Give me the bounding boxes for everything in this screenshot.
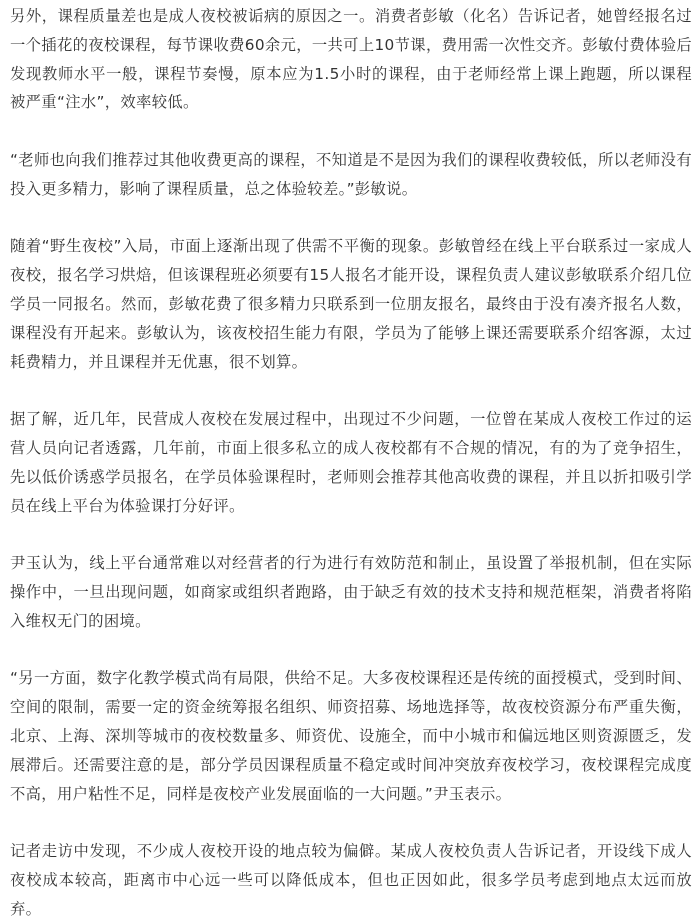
- paragraph-private-school-issues: 据了解，近几年，民营成人夜校在发展过程中，出现过不少问题，一位曾在某成人夜校工作过的运营人员向记者透露，几年前，市面上很多私立的成人夜校都有不合规的情况，有的为了竞争招生，先以低价诱惑学员报名，在学员体验课程时，老师则会推荐其他高收费的课程，并且以折扣吸引学员在线上平台为体验课打分好评。: [10, 410, 692, 515]
- paragraph-supply-demand: 随着“野生夜校”入局，市面上逐渐出现了供需不平衡的现象。彭敏曾经在线上平台联系过一家成人夜校，报名学习烘焙，但该课程班必须要有15人报名才能开设，课程负责人建议彭敏联系介绍几位学员一同报名。然而，彭敏花费了很多精力只联系到一位朋友报名，最终由于没有凑齐报名人数，课程没有开起来。彭敏认为，该夜校招生能力有限，学员为了能够上课还需要联系介绍客源，太过耗费精力，并且课程并无优惠，很不划算。: [10, 237, 692, 371]
- paragraph-quote-yin-yu: “另一方面，数字化教学模式尚有局限，供给不足。大多夜校课程还是传统的面授模式，受到时间、空间的限制，需要一定的资金统筹报名组织、师资招募、场地选择等，故夜校资源分布严重失衡，北京、上海、深圳等城市的夜校数量多、师资优、设施全，而中小城市和偏远地区则资源匮乏，发展滞后。还需要注意的是，部分学员因课程质量不稳定或时间冲突放弃夜校学习，夜校课程完成度不高，用户粘性不足，同样是夜校产业发展面临的一大问题。”尹玉表示。: [10, 669, 692, 803]
- paragraph-platform-regulation: 尹玉认为，线上平台通常难以对经营者的行为进行有效防范和制止，虽设置了举报机制，但在实际操作中，一旦出现问题，如商家或组织者跑路，由于缺乏有效的技术支持和规范框架，消费者将陷入维权无门的困境。: [10, 554, 692, 630]
- paragraph-course-quality: 另外，课程质量差也是成人夜校被诟病的原因之一。消费者彭敏（化名）告诉记者，她曾经报名过一个插花的夜校课程，每节课收费60余元，一共可上10节课，费用需一次性交齐。彭敏付费体验后发现教师水平一般，课程节奏慢，原本应为1.5小时的课程，由于老师经常上课上跑题，所以课程被严重“注水”，效率较低。: [10, 7, 692, 112]
- paragraph-location: 记者走访中发现，不少成人夜校开设的地点较为偏僻。某成人夜校负责人告诉记者，开设线下成人夜校成本较高，距离市中心远一些可以降低成本，但也正因如此，很多学员考虑到地点太远而放弃。: [10, 842, 692, 918]
- paragraph-quote-peng-min: “老师也向我们推荐过其他收费更高的课程，不知道是不是因为我们的课程收费较低，所以老师没有投入更多精力，影响了课程质量，总之体验较差。”彭敏说。: [10, 150, 692, 198]
- article-body: [10, 2, 692, 924]
